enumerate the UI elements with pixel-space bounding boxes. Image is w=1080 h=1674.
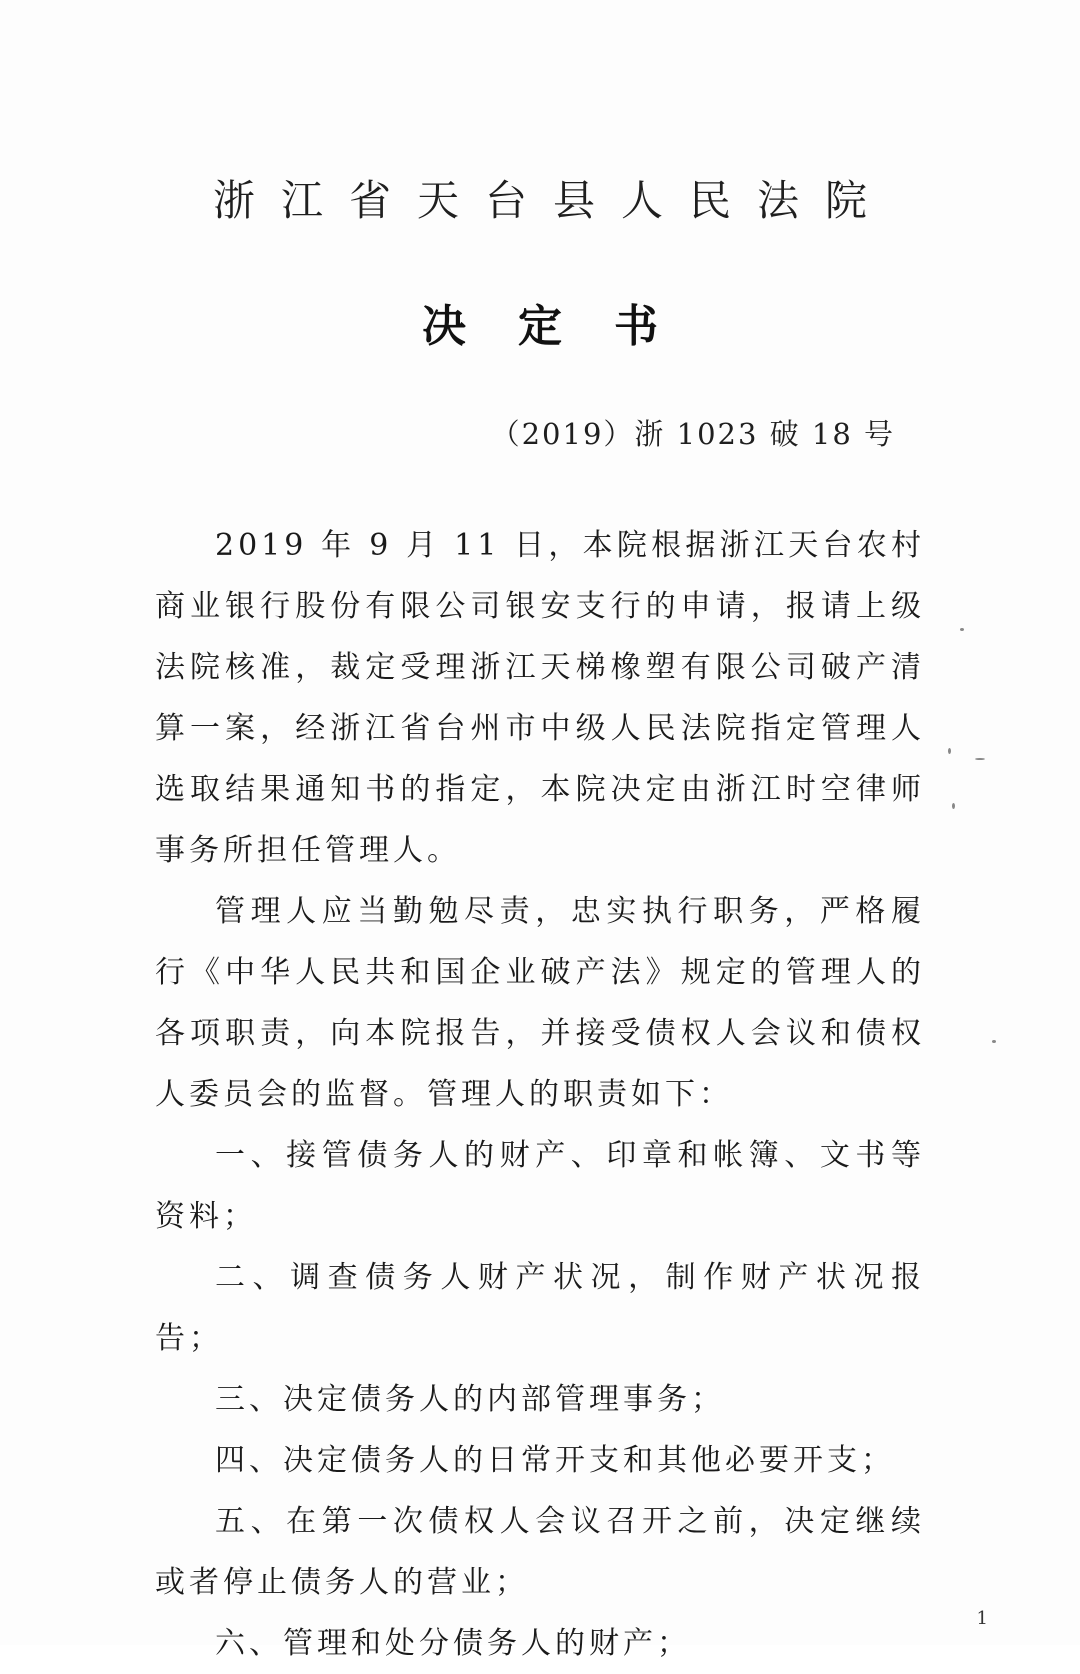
scan-speck [948, 748, 951, 754]
scan-speck [960, 628, 964, 631]
duty-item: 六、管理和处分债务人的财产； [215, 1626, 691, 1661]
scan-speck [952, 803, 955, 809]
duty-item: 五、在第一次债权人会议召开之前，决定继续或者停止债务人的营业； [155, 1504, 925, 1600]
document-title: 决定书 [422, 301, 710, 352]
paragraph-acceptance: 2019 年 9 月 11 日，本院根据浙江天台农村商业银行股份有限公司银安支行的申请，报请上级法院核准，裁定受理浙江天梯橡塑有限公司破产清算一案，经浙江省台州市中级人民法院指定管理人选取结果通知书的指定，本院决定由浙江时空律师事务所担任管理人。 [155, 528, 925, 868]
duty-item: 三、决定债务人的内部管理事务； [215, 1382, 725, 1417]
court-name-heading: 浙江省天台县人民法院 [212, 176, 893, 225]
document-body [155, 515, 925, 1674]
scan-speck [975, 758, 985, 760]
scan-speck [992, 1040, 996, 1043]
duty-item: 二、调查债务人财产状况，制作财产状况报告； [155, 1260, 925, 1356]
duty-item: 四、决定债务人的日常开支和其他必要开支； [215, 1443, 895, 1478]
case-number: （2019）浙 1023 破 18 号 [490, 417, 895, 451]
paragraph-duties-intro: 管理人应当勤勉尽责，忠实执行职务，严格履行《中华人民共和国企业破产法》规定的管理人的各项职责，向本院报告，并接受债权人会议和债权人委员会的监督。管理人的职责如下： [155, 894, 925, 1112]
duty-item: 一、接管债务人的财产、印章和帐簿、文书等资料； [155, 1138, 925, 1234]
page-number: 1 [976, 1608, 988, 1629]
